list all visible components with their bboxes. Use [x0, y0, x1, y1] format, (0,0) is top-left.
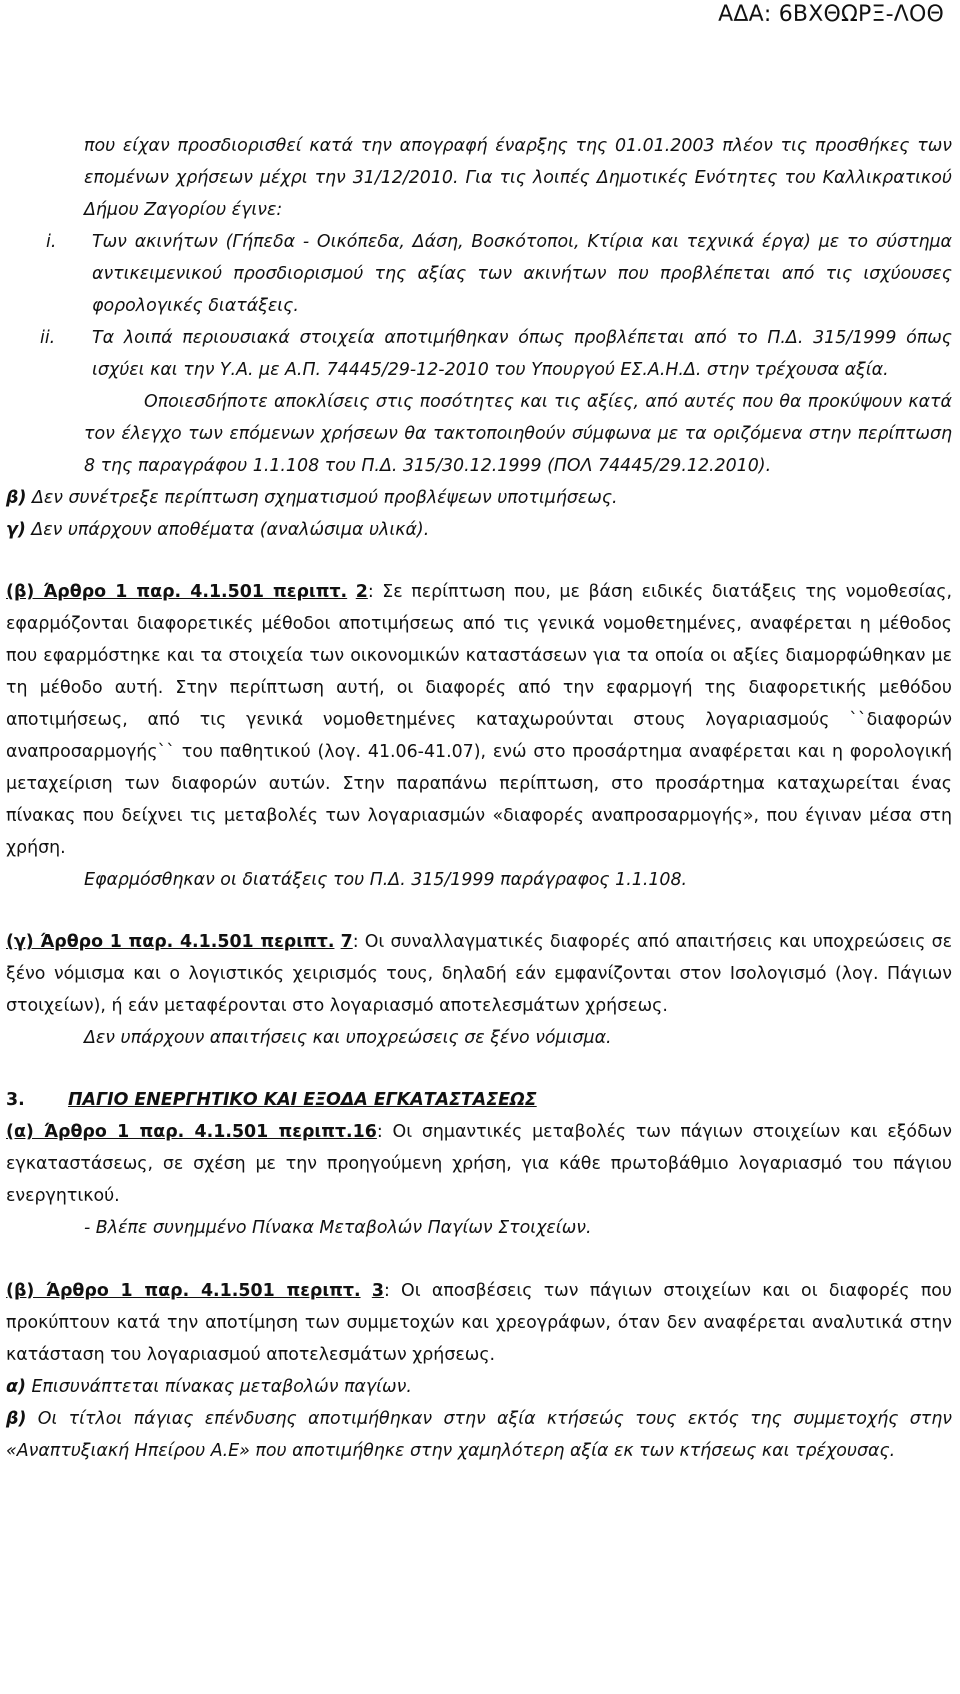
list-item-i — [6, 226, 952, 322]
b-line-label: β) — [6, 488, 27, 509]
section-b3-b — [6, 1403, 952, 1467]
list-number: ii. — [40, 328, 56, 349]
ada-code: ΑΔΑ: 6ΒΧΘΩΡΞ-ΛΟΘ — [718, 2, 944, 27]
section-b3-a-label: α) — [6, 1376, 26, 1397]
section-b2-num: 2 — [355, 582, 368, 603]
b-line — [6, 482, 952, 514]
section-b2-body: : Σε περίπτωση που, με βάση ειδικές διατάξεις της νομοθεσίας, εφαρμόζονται διαφορετικές μέθοδοι αποτιμήσεως από τις γενικά νομοθετημένες, αναφέρεται η μέθοδος που εφαρμόστηκε και τα στοιχεία των οικονομικών καταστάσεων για τα οποία οι αξίες διαμορφώθηκαν με τη μέθοδο αυτή. Στην περίπτωση αυτή, οι διαφορές από την εφαρμογή της διαφορετικής μεθόδου αποτιμήσεως, από τις γενικά νομοθετημένες καταχωρούνται στους λογαριασμούς ``διαφορών αναπροσαρμογής`` του παθητικού (λογ. 41.06-41.07), ενώ στο προσάρτημα αναφέρεται και η φορολογική μεταχείριση των διαφορών αυτών. Στην παραπάνω περίπτωση, στο προσάρτημα καταχωρείται ένας πίνακας που δείχνει τις μεταβολές των λογαριασμών «διαφορές αναπροσαρμογής», που έγιναν μέσα στη χρήση. — [6, 582, 952, 859]
section-b3-b-text: Οι τίτλοι πάγιας επένδυσης αποτιμήθηκαν στην αξία κτήσεώς τους εκτός της συμμετοχής στην «Αναπτυξιακή Ηπείρου Α.Ε» που αποτιμήθηκε στην χαμηλότερη αξία εκ των κτήσεως και τρέχουσας. — [6, 1408, 953, 1461]
section-a16-note: - Βλέπε συνημμένο Πίνακα Μεταβολών Παγίων Στοιχείων. — [84, 1218, 592, 1239]
section-c7-body: : Οι συναλλαγματικές διαφορές από απαιτήσεις και υποχρεώσεις σε ξένο νόμισμα και ο λογιστικός χειρισμός τους, δηλαδή εάν εμφανίζονται στον Ισολογισμό (λογ. Πάγιων στοιχείων), ή εάν μεταφέρονται στο λογαριασμό αποτελεσμάτων χρήσεως. — [6, 932, 953, 1017]
section-a16-num: 16 — [352, 1122, 377, 1143]
section-3-heading — [6, 1084, 952, 1116]
list-number: i. — [46, 232, 57, 253]
section-b2 — [6, 576, 952, 864]
section-c7-note: Δεν υπάρχουν απαιτήσεις και υποχρεώσεις σε ξένο νόμισμα. — [84, 1028, 612, 1049]
section-3-title: ΠΑΓΙΟ ΕΝΕΡΓΗΤΙΚΟ ΚΑΙ ΕΞΟΔΑ ΕΓΚΑΤΑΣΤΑΣΕΩΣ — [68, 1090, 537, 1111]
deviations-paragraph: Οποιεσδήποτε αποκλίσεις στις ποσότητες και τις αξίες, από αυτές που θα προκύψουν κατά τον έλεγχο των επόμενων χρήσεων θα τακτοποιηθούν σύμφωνα με τα οριζόμενα στην περίπτωση 8 της παραγράφου 1.1.108 του Π.Δ. 315/30.12.1999 (ΠΟΛ 74445/29.12.2010). — [84, 392, 952, 477]
section-b3 — [6, 1275, 952, 1371]
intro-paragraph: που είχαν προσδιορισθεί κατά την απογραφή έναρξης της 01.01.2003 πλέον τις προσθήκες των επομένων χρήσεων μέχρι την 31/12/2010. Για τις λοιπές Δημοτικές Ενότητες του Καλλικρατικού Δήμου Ζαγορίου έγινε: — [84, 136, 952, 221]
list-item-ii — [6, 322, 952, 386]
section-b3-num: 3 — [371, 1280, 384, 1301]
document-body — [6, 130, 952, 1467]
section-b2-ref: (β) Άρθρο 1 παρ. 4.1.501 περιπτ. — [6, 582, 348, 603]
section-b2-note: Εφαρμόσθηκαν οι διατάξεις του Π.Δ. 315/1999 παράγραφος 1.1.108. — [84, 870, 688, 891]
list-text: Τα λοιπά περιουσιακά στοιχεία αποτιμήθηκαν όπως προβλέπεται από το Π.Δ. 315/1999 όπως ισχύει και την Υ.Α. με Α.Π. 74445/29-12-2010 του Υπουργού ΕΣ.Α.Η.Δ. στην τρέχουσα αξία. — [92, 328, 952, 381]
section-3-number: 3. — [6, 1090, 25, 1111]
c-line-text: Δεν υπάρχουν αποθέματα (αναλώσιμα υλικά). — [31, 520, 430, 541]
section-b3-a — [6, 1371, 952, 1403]
c-line-label: γ) — [6, 520, 26, 541]
section-c7-num: 7 — [340, 932, 353, 953]
c-line — [6, 514, 952, 546]
section-b3-ref: (β) Άρθρο 1 παρ. 4.1.501 περιπτ. — [6, 1280, 361, 1301]
section-a16-body: : Οι σημαντικές μεταβολές των πάγιων στοιχείων και εξόδων εγκαταστάσεως, σε σχέση με την προηγούμενη χρήση, για κάθε πρωτοβάθμιο λογαριασμό του πάγιου ενεργητικού. — [6, 1122, 952, 1207]
section-a16-ref: (α) Άρθρο 1 παρ. 4.1.501 περιπτ. — [6, 1122, 353, 1143]
section-b3-b-label: β) — [6, 1408, 27, 1429]
b-line-text: Δεν συνέτρεξε περίπτωση σχηματισμού προβλέψεων υποτιμήσεως. — [31, 488, 618, 509]
list-text: Των ακινήτων (Γήπεδα - Οικόπεδα, Δάση, Βοσκότοποι, Κτίρια και τεχνικά έργα) με το σύστημα αντικειμενικού προσδιορισμού της αξίας των ακινήτων που προβλέπεται από τις ισχύουσες φορολογικές διατάξεις. — [92, 232, 952, 317]
section-a16 — [6, 1116, 952, 1212]
section-b3-a-text: Επισυνάπτεται πίνακας μεταβολών παγίων. — [31, 1376, 412, 1397]
section-b3-body: : Οι αποσβέσεις των πάγιων στοιχείων και οι διαφορές που προκύπτουν κατά την αποτίμηση των συμμετοχών και χρεογράφων, όταν δεν αναφέρεται αναλυτικά στην κατάσταση του λογαριασμού αποτελεσμάτων χρήσεως. — [6, 1280, 952, 1365]
section-c7-ref: (γ) Άρθρο 1 παρ. 4.1.501 περιπτ. — [6, 932, 335, 953]
section-c7 — [6, 926, 952, 1022]
